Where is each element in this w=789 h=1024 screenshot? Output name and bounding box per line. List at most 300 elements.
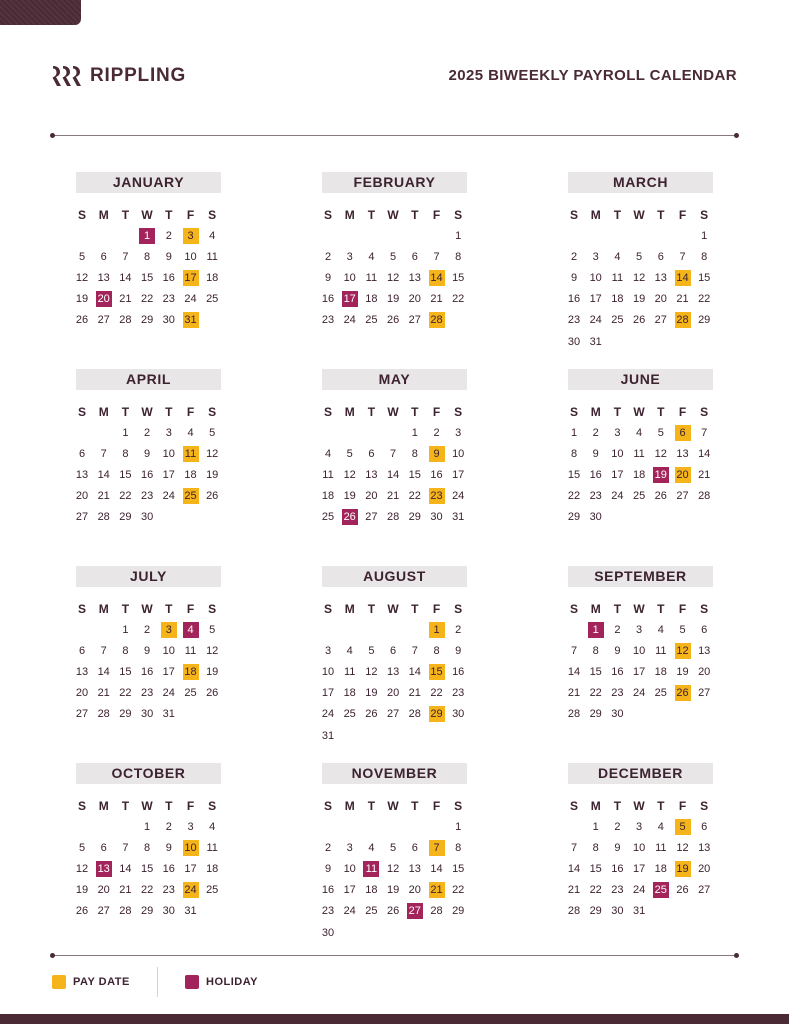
calendar-day: 6 bbox=[657, 251, 664, 264]
calendar-day: 5 bbox=[346, 448, 353, 461]
calendar-day: 24 bbox=[321, 708, 335, 721]
weekday-label: M bbox=[590, 208, 601, 222]
holiday-day: 27 bbox=[408, 905, 421, 918]
calendar-day: 11 bbox=[655, 645, 667, 658]
calendar-day: 29 bbox=[140, 314, 154, 327]
holiday-day: 1 bbox=[588, 622, 604, 638]
weekday-label: T bbox=[121, 208, 130, 222]
calendar-day: 30 bbox=[162, 905, 175, 918]
calendar-day: 26 bbox=[206, 687, 219, 700]
calendar-day: 17 bbox=[162, 469, 175, 482]
calendar-day: 9 bbox=[165, 251, 172, 264]
calendar-day: 27 bbox=[386, 708, 400, 721]
calendar-day: 4 bbox=[368, 251, 375, 264]
calendar-day: 15 bbox=[698, 272, 711, 285]
calendar-day: 16 bbox=[611, 863, 624, 876]
calendar-day: 30 bbox=[140, 708, 154, 721]
calendar-day: 8 bbox=[433, 645, 440, 658]
calendar-day: 19 bbox=[75, 293, 89, 306]
rippling-logo-icon bbox=[52, 64, 82, 88]
pay-date-day: 19 bbox=[676, 863, 689, 876]
calendar-day: 27 bbox=[698, 884, 711, 897]
calendar-day: 29 bbox=[408, 511, 421, 524]
calendar-day: 7 bbox=[100, 448, 107, 461]
calendar-day: 23 bbox=[140, 490, 154, 503]
calendar-day: 6 bbox=[368, 448, 375, 461]
calendar-day: 19 bbox=[676, 666, 689, 679]
calendar-day: 10 bbox=[162, 448, 175, 461]
calendar-day: 8 bbox=[592, 842, 599, 855]
calendar-day: 15 bbox=[567, 469, 581, 482]
calendar-day: 6 bbox=[78, 448, 86, 461]
calendar-day: 16 bbox=[321, 293, 335, 306]
calendar-day: 23 bbox=[321, 905, 335, 918]
weekday-label: M bbox=[344, 602, 355, 616]
calendar-day: 8 bbox=[701, 251, 708, 264]
calendar-day: 25 bbox=[365, 314, 378, 327]
calendar-day: 6 bbox=[100, 842, 107, 855]
calendar-day: 18 bbox=[206, 272, 219, 285]
weekday-label: F bbox=[432, 405, 441, 419]
calendar-day: 11 bbox=[206, 251, 218, 264]
calendar-day: 8 bbox=[455, 251, 462, 264]
calendar-day: 8 bbox=[592, 645, 599, 658]
calendar-day: 30 bbox=[567, 335, 581, 348]
calendar-day: 31 bbox=[589, 335, 602, 348]
calendar-day: 8 bbox=[455, 842, 462, 855]
calendar-day: 17 bbox=[343, 884, 356, 897]
calendar-day: 29 bbox=[119, 708, 132, 721]
pay-date-legend-label: PAY DATE bbox=[73, 976, 130, 988]
calendar-day: 20 bbox=[75, 687, 89, 700]
calendar-day: 18 bbox=[654, 863, 667, 876]
calendar-day: 15 bbox=[452, 272, 465, 285]
calendar-day: 15 bbox=[140, 863, 154, 876]
calendar-day: 25 bbox=[321, 511, 335, 524]
holiday-day: 20 bbox=[97, 293, 110, 306]
calendar-day: 5 bbox=[657, 427, 664, 439]
weekday-label: M bbox=[98, 405, 109, 419]
calendar-day: 20 bbox=[408, 293, 421, 306]
calendar-day: 25 bbox=[343, 708, 356, 721]
calendar-day: 12 bbox=[386, 863, 400, 876]
calendar-day: 9 bbox=[165, 842, 172, 855]
calendar-day: 7 bbox=[100, 645, 107, 658]
calendar-day: 1 bbox=[570, 427, 578, 439]
calendar-day: 30 bbox=[611, 708, 624, 721]
calendar-day: 10 bbox=[321, 666, 335, 679]
legend-divider bbox=[157, 967, 158, 997]
weekday-label: T bbox=[411, 602, 419, 616]
calendar-day: 3 bbox=[324, 645, 332, 658]
calendar-day: 19 bbox=[206, 469, 219, 482]
month-title: MAY bbox=[322, 369, 467, 390]
weekday-label: S bbox=[77, 602, 86, 616]
calendar-day: 21 bbox=[698, 469, 711, 482]
calendar-day: 14 bbox=[386, 469, 400, 482]
weekday-label: T bbox=[165, 799, 173, 813]
calendar-day: 24 bbox=[632, 884, 646, 897]
month-title: AUGUST bbox=[322, 566, 467, 587]
weekday-label: M bbox=[344, 405, 355, 419]
calendar-day: 21 bbox=[567, 884, 581, 897]
weekday-label: F bbox=[432, 799, 441, 813]
calendar-day: 2 bbox=[165, 230, 172, 242]
calendar-day: 8 bbox=[144, 251, 151, 264]
pay-date-day: 5 bbox=[675, 819, 691, 835]
month-april bbox=[76, 369, 231, 549]
month-title: SEPTEMBER bbox=[568, 566, 713, 587]
weekday-label: F bbox=[186, 208, 195, 222]
calendar-day: 15 bbox=[140, 272, 154, 285]
weekday-label: T bbox=[165, 405, 173, 419]
weekday-label: T bbox=[613, 405, 622, 419]
calendar-day: 18 bbox=[184, 469, 197, 482]
calendar-day: 7 bbox=[390, 448, 397, 461]
calendar-day: 4 bbox=[636, 427, 643, 439]
calendar-day: 20 bbox=[365, 490, 378, 503]
calendar-day: 9 bbox=[592, 448, 599, 461]
top-divider bbox=[52, 135, 737, 136]
calendar-day: 21 bbox=[119, 884, 132, 897]
calendar-day: 30 bbox=[589, 511, 602, 524]
pay-date-day: 1 bbox=[429, 622, 445, 638]
calendar-day: 27 bbox=[97, 314, 110, 327]
calendar-day: 11 bbox=[611, 272, 624, 285]
calendar-day: 10 bbox=[589, 272, 602, 285]
weekday-label: S bbox=[77, 799, 86, 813]
weekday-label: F bbox=[186, 799, 195, 813]
calendar-day: 25 bbox=[365, 905, 378, 918]
calendar-day: 4 bbox=[346, 645, 353, 658]
calendar-day: 19 bbox=[386, 884, 400, 897]
calendar-day: 9 bbox=[324, 272, 332, 285]
weekday-label: T bbox=[411, 405, 419, 419]
calendar-day: 30 bbox=[321, 926, 335, 939]
calendar-day: 22 bbox=[567, 490, 581, 503]
calendar-day: 9 bbox=[570, 272, 578, 285]
calendar-day: 22 bbox=[408, 490, 421, 503]
calendar-day: 16 bbox=[430, 469, 443, 482]
calendar-day: 31 bbox=[452, 511, 465, 524]
calendar-day: 4 bbox=[368, 842, 375, 855]
calendar-day: 15 bbox=[589, 666, 602, 679]
weekday-label: W bbox=[633, 405, 645, 419]
holiday-day: 25 bbox=[654, 884, 667, 897]
weekday-label: T bbox=[613, 602, 622, 616]
calendar-day: 14 bbox=[119, 863, 132, 876]
calendar-day: 27 bbox=[698, 687, 711, 700]
weekday-label: W bbox=[633, 208, 645, 222]
calendar-day: 22 bbox=[698, 293, 711, 306]
month-title: OCTOBER bbox=[76, 763, 221, 784]
month-title: FEBRUARY bbox=[322, 172, 467, 193]
calendar-day: 8 bbox=[411, 448, 418, 461]
calendar-day: 13 bbox=[75, 666, 89, 679]
calendar-day: 8 bbox=[570, 448, 578, 461]
calendar-day: 1 bbox=[455, 230, 462, 242]
holiday-day: 13 bbox=[97, 863, 110, 876]
calendar-day: 15 bbox=[408, 469, 421, 482]
holiday-day: 4 bbox=[183, 622, 199, 638]
calendar-day: 18 bbox=[343, 687, 356, 700]
calendar-day: 15 bbox=[119, 666, 132, 679]
calendar-day: 3 bbox=[455, 427, 462, 439]
calendar-day: 5 bbox=[368, 645, 375, 658]
calendar-day: 24 bbox=[162, 687, 175, 700]
holiday-legend-label: HOLIDAY bbox=[206, 976, 258, 988]
calendar-day: 27 bbox=[408, 314, 421, 327]
pay-date-day: 6 bbox=[675, 425, 691, 441]
calendar-day: 13 bbox=[408, 863, 421, 876]
month-february bbox=[322, 172, 477, 352]
calendar-day: 6 bbox=[390, 645, 397, 658]
calendar-day: 14 bbox=[567, 863, 581, 876]
calendar-day: 28 bbox=[119, 314, 132, 327]
calendar-day: 9 bbox=[455, 645, 462, 658]
calendar-day: 10 bbox=[343, 272, 356, 285]
calendar-day: 14 bbox=[698, 448, 711, 461]
calendar-day: 12 bbox=[75, 272, 89, 285]
calendar-day: 31 bbox=[321, 729, 335, 742]
weekday-label: M bbox=[98, 208, 109, 222]
weekday-label: F bbox=[678, 602, 687, 616]
calendar-day: 21 bbox=[97, 490, 110, 503]
month-title: MARCH bbox=[568, 172, 713, 193]
calendar-day: 2 bbox=[614, 821, 621, 833]
holiday-swatch bbox=[185, 975, 199, 989]
calendar-day: 27 bbox=[75, 708, 89, 721]
calendar-day: 5 bbox=[679, 624, 686, 636]
calendar-day: 31 bbox=[184, 905, 197, 918]
weekday-label: T bbox=[165, 208, 173, 222]
holiday-day: 11 bbox=[363, 861, 379, 877]
weekday-label: S bbox=[323, 208, 332, 222]
calendar-day: 24 bbox=[343, 314, 356, 327]
calendar-day: 19 bbox=[365, 687, 378, 700]
calendar-day: 14 bbox=[97, 469, 110, 482]
calendar-day: 2 bbox=[614, 624, 621, 636]
brand-name: RIPPLING bbox=[90, 65, 187, 86]
calendar-day: 31 bbox=[162, 708, 175, 721]
calendar-day: 4 bbox=[657, 821, 664, 833]
calendar-day: 21 bbox=[97, 687, 110, 700]
calendar-day: 22 bbox=[589, 884, 602, 897]
calendar-day: 21 bbox=[430, 293, 443, 306]
calendar-day: 24 bbox=[452, 490, 465, 503]
pay-date-day: 11 bbox=[183, 446, 199, 462]
calendar-day: 28 bbox=[386, 511, 400, 524]
calendar-day: 5 bbox=[390, 251, 397, 264]
calendar-day: 1 bbox=[122, 624, 129, 636]
calendar-day: 17 bbox=[452, 469, 465, 482]
weekday-label: S bbox=[454, 799, 463, 813]
month-november bbox=[322, 763, 477, 943]
calendar-day: 16 bbox=[611, 666, 624, 679]
pay-date-day: 15 bbox=[430, 666, 443, 679]
calendar-day: 14 bbox=[97, 666, 110, 679]
weekday-label: S bbox=[569, 405, 578, 419]
calendar-day: 26 bbox=[676, 884, 689, 897]
pay-date-day: 25 bbox=[184, 490, 197, 503]
calendar-day: 25 bbox=[206, 293, 219, 306]
calendar-day: 2 bbox=[144, 624, 151, 636]
calendar-day: 3 bbox=[346, 251, 353, 264]
calendar-day: 11 bbox=[365, 272, 378, 285]
calendar-day: 8 bbox=[144, 842, 151, 855]
calendar-day: 16 bbox=[162, 863, 175, 876]
calendar-day: 17 bbox=[589, 293, 602, 306]
weekday-label: T bbox=[121, 602, 130, 616]
month-may bbox=[322, 369, 477, 549]
weekday-label: S bbox=[569, 799, 578, 813]
calendar-day: 19 bbox=[343, 490, 356, 503]
calendar-day: 7 bbox=[701, 427, 708, 439]
calendar-day: 4 bbox=[657, 624, 664, 636]
weekday-label: W bbox=[387, 208, 399, 222]
calendar-day: 2 bbox=[165, 821, 172, 833]
weekday-label: S bbox=[700, 602, 709, 616]
weekday-label: T bbox=[411, 799, 419, 813]
calendar-day: 21 bbox=[567, 687, 581, 700]
calendar-day: 24 bbox=[611, 490, 624, 503]
weekday-label: S bbox=[208, 405, 217, 419]
calendar-day: 9 bbox=[144, 645, 151, 658]
calendar-day: 17 bbox=[632, 863, 646, 876]
pay-date-day: 28 bbox=[430, 314, 443, 327]
weekday-label: T bbox=[367, 602, 376, 616]
pay-date-day: 3 bbox=[183, 228, 199, 244]
calendar-day: 30 bbox=[452, 708, 465, 721]
pay-date-day: 28 bbox=[676, 314, 689, 327]
calendar-day: 11 bbox=[322, 469, 334, 482]
rippling-logo bbox=[52, 64, 186, 88]
calendar-day: 28 bbox=[567, 905, 581, 918]
weekday-label: F bbox=[186, 602, 195, 616]
calendar-day: 21 bbox=[119, 293, 132, 306]
weekday-label: T bbox=[121, 405, 130, 419]
weekday-label: W bbox=[387, 405, 399, 419]
holiday-day: 1 bbox=[139, 228, 155, 244]
calendar-day: 16 bbox=[140, 469, 154, 482]
month-october bbox=[76, 763, 231, 943]
pay-date-day: 12 bbox=[676, 645, 689, 658]
calendar-day: 20 bbox=[698, 666, 711, 679]
calendar-day: 1 bbox=[411, 427, 418, 439]
calendar-day: 20 bbox=[97, 884, 110, 897]
calendar-day: 5 bbox=[78, 842, 86, 855]
calendar-day: 19 bbox=[206, 666, 219, 679]
calendar-day: 7 bbox=[570, 842, 578, 855]
calendar-day: 3 bbox=[187, 821, 194, 833]
calendar-day: 13 bbox=[97, 272, 110, 285]
calendar-day: 10 bbox=[611, 448, 624, 461]
weekday-label: T bbox=[411, 208, 419, 222]
pay-date-day: 7 bbox=[429, 840, 445, 856]
calendar-day: 8 bbox=[122, 448, 129, 461]
calendar-day: 8 bbox=[122, 645, 129, 658]
calendar-day: 17 bbox=[632, 666, 646, 679]
weekday-label: S bbox=[700, 405, 709, 419]
calendar-day: 20 bbox=[698, 863, 711, 876]
calendar-day: 6 bbox=[701, 821, 708, 833]
calendar-day: 24 bbox=[162, 490, 175, 503]
calendar-day: 22 bbox=[140, 884, 154, 897]
calendar-day: 26 bbox=[365, 708, 378, 721]
calendar-day: 12 bbox=[206, 448, 219, 461]
pay-date-day: 23 bbox=[430, 490, 443, 503]
calendar-day: 10 bbox=[632, 645, 646, 658]
month-january bbox=[76, 172, 231, 352]
weekday-label: S bbox=[700, 208, 709, 222]
calendar-day: 25 bbox=[632, 490, 646, 503]
pay-date-day: 21 bbox=[430, 884, 443, 897]
calendar-day: 2 bbox=[324, 251, 332, 264]
weekday-label: S bbox=[208, 799, 217, 813]
calendar-day: 4 bbox=[209, 230, 216, 242]
calendar-day: 16 bbox=[567, 293, 581, 306]
weekday-label: F bbox=[432, 602, 441, 616]
calendar-day: 26 bbox=[206, 490, 219, 503]
calendar-day: 18 bbox=[654, 666, 667, 679]
calendar-day: 17 bbox=[184, 863, 197, 876]
weekday-label: M bbox=[98, 602, 109, 616]
calendar-day: 17 bbox=[611, 469, 624, 482]
calendar-day: 6 bbox=[411, 251, 418, 264]
calendar-day: 29 bbox=[140, 905, 154, 918]
calendar-day: 21 bbox=[676, 293, 689, 306]
calendar-day: 3 bbox=[636, 624, 643, 636]
weekday-label: S bbox=[77, 208, 86, 222]
calendar-day: 31 bbox=[632, 905, 646, 918]
weekday-label: S bbox=[454, 405, 463, 419]
calendar-day: 3 bbox=[165, 427, 172, 439]
calendar-day: 22 bbox=[140, 293, 154, 306]
weekday-label: W bbox=[141, 405, 153, 419]
calendar-day: 23 bbox=[589, 490, 602, 503]
month-title: NOVEMBER bbox=[322, 763, 467, 784]
holiday-day: 17 bbox=[343, 293, 356, 306]
calendar-day: 20 bbox=[386, 687, 400, 700]
calendar-day: 3 bbox=[636, 821, 643, 833]
calendar-day: 28 bbox=[97, 511, 110, 524]
weekday-label: F bbox=[186, 405, 195, 419]
calendar-day: 18 bbox=[632, 469, 646, 482]
calendar-day: 26 bbox=[386, 905, 400, 918]
weekday-label: T bbox=[613, 208, 622, 222]
calendar-day: 26 bbox=[75, 905, 89, 918]
calendar-day: 29 bbox=[589, 708, 602, 721]
calendar-day: 19 bbox=[386, 293, 400, 306]
weekday-label: S bbox=[454, 602, 463, 616]
month-title: DECEMBER bbox=[568, 763, 713, 784]
calendar-day: 22 bbox=[119, 490, 132, 503]
weekday-label: M bbox=[590, 799, 601, 813]
month-title: JUNE bbox=[568, 369, 713, 390]
pay-date-day: 20 bbox=[676, 469, 689, 482]
month-title: JULY bbox=[76, 566, 221, 587]
pay-date-day: 31 bbox=[184, 314, 197, 327]
month-title: JANUARY bbox=[76, 172, 221, 193]
calendar-day: 1 bbox=[122, 427, 129, 439]
weekday-label: T bbox=[367, 799, 376, 813]
calendar-day: 25 bbox=[206, 884, 219, 897]
calendar-day: 16 bbox=[452, 666, 465, 679]
calendar-day: 27 bbox=[365, 511, 378, 524]
weekday-label: M bbox=[98, 799, 109, 813]
month-march bbox=[568, 172, 723, 352]
calendar-day: 29 bbox=[698, 314, 711, 327]
